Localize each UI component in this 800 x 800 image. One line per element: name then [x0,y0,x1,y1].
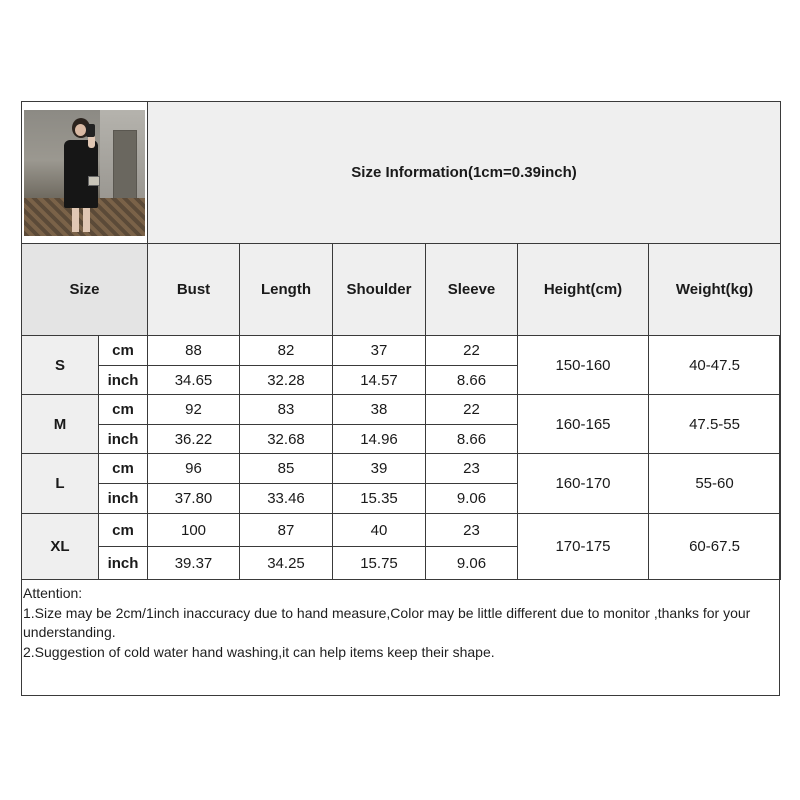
unit-label: inch [99,425,148,454]
length-value: 82 [240,336,333,366]
sleeve-value: 23 [426,514,518,547]
shoulder-value: 15.35 [333,484,426,514]
shoulder-value: 14.96 [333,425,426,454]
size-chart-table [21,101,781,580]
bust-value: 92 [148,395,240,425]
unit-label: cm [99,454,148,484]
unit-label: cm [99,395,148,425]
bust-value: 39.37 [148,547,240,580]
unit-label: cm [99,336,148,366]
column-header-weight: Weight(kg) [649,244,781,336]
attention-note-1: 1.Size may be 2cm/1inch inaccuracy due to hand measure,Color may be little different due to monitor ,thanks for your understanding. [23,604,751,640]
weight-range: 60-67.5 [649,514,781,580]
shoulder-value: 37 [333,336,426,366]
length-value: 85 [240,454,333,484]
bust-value: 34.65 [148,366,240,395]
height-range: 150-160 [518,336,649,395]
length-value: 32.28 [240,366,333,395]
weight-range: 47.5-55 [649,395,781,454]
column-header-shoulder: Shoulder [333,244,426,336]
column-header-height: Height(cm) [518,244,649,336]
attention-heading: Attention: [23,585,83,601]
shoulder-value: 14.57 [333,366,426,395]
product-photo-cell [22,102,148,244]
table-row [22,395,781,425]
length-value: 33.46 [240,484,333,514]
shoulder-value: 40 [333,514,426,547]
column-header-length: Length [240,244,333,336]
sleeve-value: 8.66 [426,425,518,454]
bust-value: 96 [148,454,240,484]
size-label-m: M [22,395,99,454]
size-header: Size [22,244,148,336]
sleeve-value: 23 [426,454,518,484]
sleeve-value: 22 [426,336,518,366]
weight-range: 55-60 [649,454,781,514]
unit-label: cm [99,514,148,547]
length-value: 34.25 [240,547,333,580]
shoulder-value: 38 [333,395,426,425]
table-row [22,454,781,484]
unit-label: inch [99,366,148,395]
shoulder-value: 39 [333,454,426,484]
height-range: 160-170 [518,454,649,514]
length-value: 32.68 [240,425,333,454]
height-range: 160-165 [518,395,649,454]
sleeve-value: 9.06 [426,547,518,580]
attention-note-2: 2.Suggestion of cold water hand washing,it can help items keep their shape. [23,643,495,660]
bust-value: 88 [148,336,240,366]
sleeve-value: 9.06 [426,484,518,514]
unit-label: inch [99,484,148,514]
size-label-s: S [22,336,99,395]
size-label-l: L [22,454,99,514]
table-row [22,336,781,366]
bust-value: 36.22 [148,425,240,454]
column-header-bust: Bust [148,244,240,336]
sleeve-value: 8.66 [426,366,518,395]
weight-range: 40-47.5 [649,336,781,395]
product-photo [24,110,145,236]
table-row [22,514,781,547]
size-label-xl: XL [22,514,99,580]
attention-notes [23,584,777,662]
height-range: 170-175 [518,514,649,580]
bust-value: 100 [148,514,240,547]
unit-label: inch [99,547,148,580]
sleeve-value: 22 [426,395,518,425]
length-value: 87 [240,514,333,547]
shoulder-value: 15.75 [333,547,426,580]
chart-title: Size Information(1cm=0.39inch) [148,102,781,244]
column-header-sleeve: Sleeve [426,244,518,336]
bust-value: 37.80 [148,484,240,514]
length-value: 83 [240,395,333,425]
